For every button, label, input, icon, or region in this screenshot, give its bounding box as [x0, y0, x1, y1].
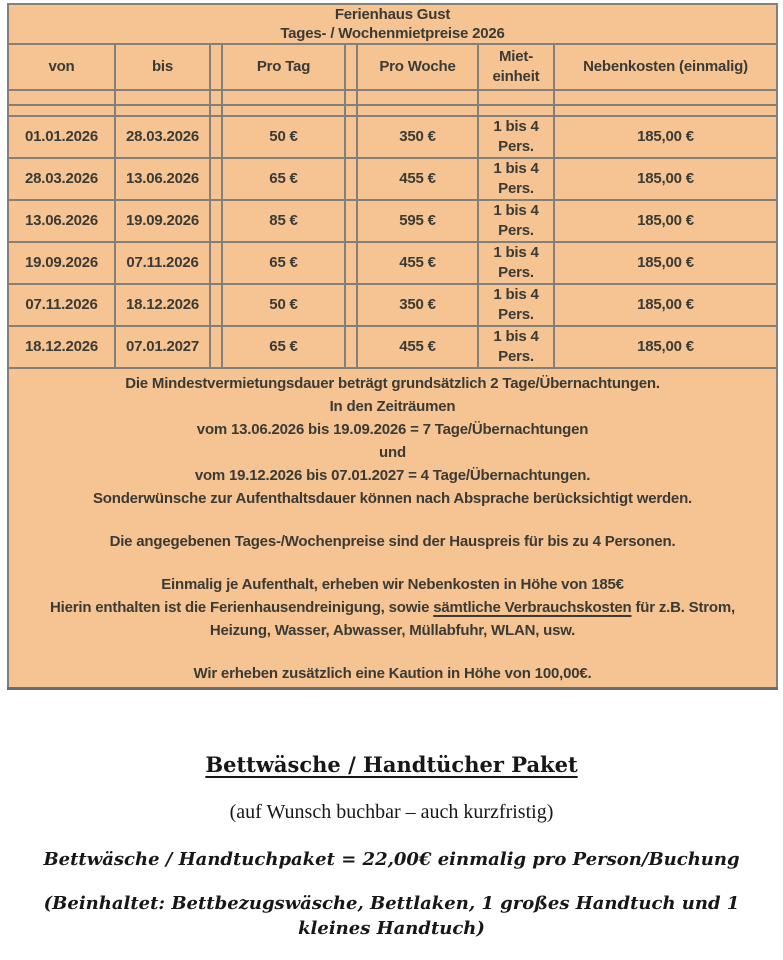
notes-row — [8, 368, 777, 689]
mieteinheit-line1: 1 bis 4 — [493, 286, 539, 303]
cell-pro-tag: 65 € — [222, 326, 345, 368]
cell-pro-tag: 50 € — [222, 116, 345, 158]
gap-column — [210, 200, 222, 242]
cell-mieteinheit — [478, 158, 554, 200]
empty-cell — [478, 90, 554, 105]
mieteinheit-line2: Pers. — [498, 222, 534, 239]
note-and: und — [379, 443, 406, 461]
cell-pro-tag: 65 € — [222, 158, 345, 200]
linen-package-price: Bettwäsche / Handtuchpaket = 22,00€ einmalig pro Person/Buchung — [43, 849, 740, 870]
cell-bis: 28.03.2026 — [115, 116, 210, 158]
gap-column — [210, 116, 222, 158]
linen-package-subheading: (auf Wunsch buchbar – auch kurzfristig) — [229, 801, 554, 823]
cell-bis: 19.09.2026 — [115, 200, 210, 242]
cell-pro-woche: 455 € — [357, 242, 478, 284]
price-row — [8, 326, 777, 368]
mieteinheit-line2: Pers. — [498, 306, 534, 323]
empty-cell — [8, 105, 115, 116]
gap-column — [345, 90, 357, 105]
gap-column — [345, 44, 357, 90]
cell-mieteinheit — [478, 116, 554, 158]
table-title-line2: Tages- / Wochenmietpreise 2026 — [280, 25, 505, 42]
gap-column — [345, 105, 357, 116]
mieteinheit-line1: 1 bis 4 — [493, 202, 539, 219]
gap-column — [345, 116, 357, 158]
empty-cell — [478, 105, 554, 116]
table-title-row — [8, 4, 777, 44]
price-table — [7, 3, 778, 690]
header-mieteinheit-line2: einheit — [492, 68, 540, 85]
gap-column — [210, 44, 222, 90]
price-row — [8, 242, 777, 284]
table-header-row — [8, 44, 777, 90]
mieteinheit-line2: Pers. — [498, 264, 534, 281]
header-mieteinheit-line1: Miet- — [499, 48, 533, 65]
cell-nebenkosten: 185,00 € — [554, 284, 777, 326]
note-min-duration: Die Mindestvermietungsdauer beträgt grundsätzlich 2 Tage/Übernachtungen. — [125, 374, 660, 392]
gap-column — [210, 284, 222, 326]
header-nebenkosten: Nebenkosten (einmalig) — [554, 44, 777, 90]
mieteinheit-line2: Pers. — [498, 138, 534, 155]
cell-bis: 13.06.2026 — [115, 158, 210, 200]
empty-row — [8, 90, 777, 105]
cell-pro-woche: 455 € — [357, 326, 478, 368]
linen-package-section — [0, 712, 783, 941]
table-title-line1: Ferienhaus Gust — [334, 6, 451, 23]
note-periods-intro: In den Zeiträumen — [329, 397, 456, 415]
empty-cell — [222, 90, 345, 105]
note-included-costs — [11, 596, 774, 619]
empty-cell — [554, 105, 777, 116]
cell-mieteinheit — [478, 284, 554, 326]
spacer — [11, 642, 774, 662]
mieteinheit-line1: 1 bis 4 — [493, 118, 539, 135]
cell-nebenkosten: 185,00 € — [554, 158, 777, 200]
cell-nebenkosten: 185,00 € — [554, 200, 777, 242]
header-bis: bis — [115, 44, 210, 90]
gap-column — [345, 326, 357, 368]
gap-column — [345, 200, 357, 242]
gap-column — [345, 242, 357, 284]
cell-pro-woche: 595 € — [357, 200, 478, 242]
cell-pro-woche: 350 € — [357, 116, 478, 158]
cell-mieteinheit — [478, 242, 554, 284]
header-mieteinheit — [478, 44, 554, 90]
cell-von: 19.09.2026 — [8, 242, 115, 284]
mieteinheit-line1: 1 bis 4 — [493, 244, 539, 261]
cell-von: 01.01.2026 — [8, 116, 115, 158]
cell-bis: 07.11.2026 — [115, 242, 210, 284]
gap-column — [210, 242, 222, 284]
note-period-winter: vom 19.12.2026 bis 07.01.2027 = 4 Tage/Übernachtungen. — [194, 466, 591, 484]
gap-column — [210, 158, 222, 200]
gap-column — [210, 90, 222, 105]
price-row — [8, 158, 777, 200]
note-utilities-list: Heizung, Wasser, Abwasser, Müllabfuhr, WLAN, usw. — [209, 621, 576, 639]
cell-von: 18.12.2026 — [8, 326, 115, 368]
gap-column — [345, 158, 357, 200]
cell-von: 13.06.2026 — [8, 200, 115, 242]
linen-package-includes: (Beinhaltet: Bettbezugswäsche, Bettlaken, 1 großes Handtuch und 1 kleines Handtuch) — [43, 893, 740, 939]
gap-column — [210, 105, 222, 116]
note-included-costs-part1: Hierin enthalten ist die Ferienhausendreinigung, sowie — [50, 598, 434, 616]
cell-pro-tag: 65 € — [222, 242, 345, 284]
price-row — [8, 284, 777, 326]
cell-pro-tag: 50 € — [222, 284, 345, 326]
gap-column — [210, 326, 222, 368]
cell-bis: 07.01.2027 — [115, 326, 210, 368]
empty-cell — [554, 90, 777, 105]
notes-cell — [8, 368, 777, 689]
mieteinheit-line1: 1 bis 4 — [493, 328, 539, 345]
empty-cell — [357, 105, 478, 116]
header-von: von — [8, 44, 115, 90]
cell-pro-woche: 455 € — [357, 158, 478, 200]
cell-nebenkosten: 185,00 € — [554, 116, 777, 158]
cell-von: 07.11.2026 — [8, 284, 115, 326]
linen-package-heading: Bettwäsche / Handtücher Paket — [205, 752, 578, 777]
mieteinheit-line1: 1 bis 4 — [493, 160, 539, 177]
price-row — [8, 200, 777, 242]
mieteinheit-line2: Pers. — [498, 348, 534, 365]
empty-row — [8, 105, 777, 116]
gap-column — [345, 284, 357, 326]
note-included-costs-part2: für z.B. Strom, — [631, 598, 735, 616]
cell-pro-woche: 350 € — [357, 284, 478, 326]
cell-nebenkosten: 185,00 € — [554, 242, 777, 284]
note-nebenkosten-amount: Einmalig je Aufenthalt, erheben wir Nebenkosten in Höhe von 185€ — [161, 575, 624, 593]
spacer — [11, 553, 774, 573]
price-row — [8, 116, 777, 158]
note-period-summer: vom 13.06.2026 bis 19.09.2026 = 7 Tage/Übernachtungen — [196, 420, 589, 438]
cell-mieteinheit — [478, 200, 554, 242]
header-pro-tag: Pro Tag — [222, 44, 345, 90]
empty-cell — [357, 90, 478, 105]
cell-von: 28.03.2026 — [8, 158, 115, 200]
empty-cell — [115, 90, 210, 105]
empty-cell — [222, 105, 345, 116]
cell-pro-tag: 85 € — [222, 200, 345, 242]
note-house-price: Die angegebenen Tages-/Wochenpreise sind der Hauspreis für bis zu 4 Personen. — [109, 532, 676, 550]
table-title — [8, 4, 777, 44]
note-included-costs-underlined: sämtliche Verbrauchskosten — [433, 598, 632, 616]
empty-cell — [8, 90, 115, 105]
header-pro-woche: Pro Woche — [357, 44, 478, 90]
mieteinheit-line2: Pers. — [498, 180, 534, 197]
spacer — [11, 510, 774, 530]
cell-bis: 18.12.2026 — [115, 284, 210, 326]
note-deposit: Wir erheben zusätzlich eine Kaution in Höhe von 100,00€. — [193, 664, 592, 682]
note-special-requests: Sonderwünsche zur Aufenthaltsdauer können nach Absprache berücksichtigt werden. — [92, 489, 693, 507]
cell-mieteinheit — [478, 326, 554, 368]
cell-nebenkosten: 185,00 € — [554, 326, 777, 368]
empty-cell — [115, 105, 210, 116]
